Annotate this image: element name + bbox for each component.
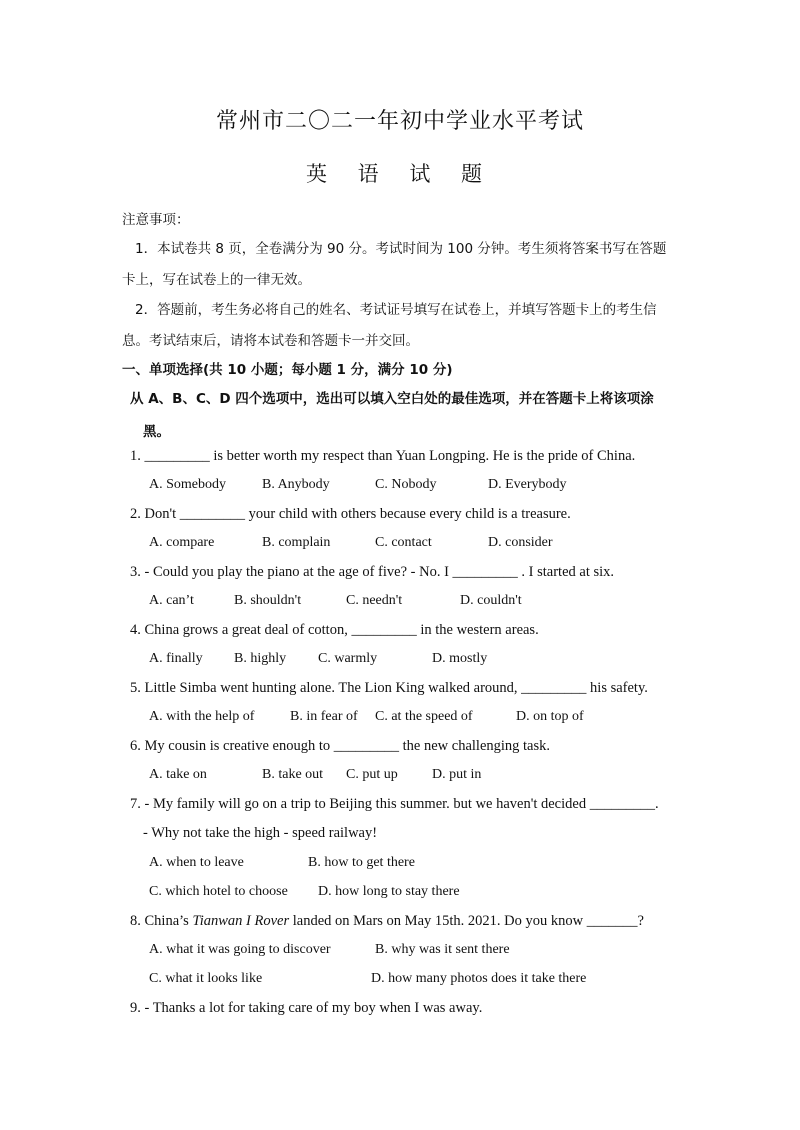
notice-item1-line2: 卡上，写在试卷上的一律无效。 [122,272,311,288]
q8-option-b: B. why was it sent there [375,942,510,957]
q8-option-a: A. what it was going to discover [149,942,331,957]
question-8-stem [130,913,644,930]
q7-option-c: C. which hotel to choose [149,884,288,899]
q4-option-a: A. finally [149,651,203,666]
q2-option-b: B. complain [262,535,331,550]
q7-option-b: B. how to get there [308,855,415,870]
q1-option-b: B. Anybody [262,477,330,492]
q3-option-d: D. couldn't [460,593,522,608]
q1-option-d: D. Everybody [488,477,567,492]
section-heading: 一、单项选择(共 10 小题；每小题 1 分，满分 10 分) [122,362,453,378]
question-7-reply: - Why not take the high - speed railway! [143,825,378,841]
question-1-stem: 1. _________ is better worth my respect than Yuan Longping. He is the pride of China. [130,448,636,464]
section-instruction-line1: 从 A、B、C、D 四个选项中，选出可以填入空白处的最佳选项，并在答题卡上将该项涂 [130,391,654,407]
exam-title: 常州市二〇二一年初中学业水平考试 [215,109,584,134]
exam-subtitle: 英 语 试 题 [305,162,495,186]
section-instruction-line2: 黑。 [143,424,170,440]
question-6-stem: 6. My cousin is creative enough to _________ the new challenging task. [130,738,551,754]
q6-option-c: C. put up [346,767,398,782]
q8-option-c: C. what it looks like [149,971,263,986]
notice-heading: 注意事项： [122,212,190,228]
question-3-stem: 3. - Could you play the piano at the age of five? - No. I _________ . I started at six. [130,564,615,580]
q8-stem-pre: 8. China’s [130,913,193,929]
q6-option-b: B. take out [262,767,324,782]
notice-item2-line1: 2．答题前，考生务必将自己的姓名、考试证号填写在试卷上，并填写答题卡上的考生信 [135,302,657,318]
notice-item2-line2: 息。考试结束后，请将本试卷和答题卡一并交回。 [122,333,419,349]
question-2-stem: 2. Don't _________ your child with others because every child is a treasure. [130,506,571,522]
q3-option-b: B. shouldn't [234,593,302,608]
q5-option-b: B. in fear of [290,709,358,724]
q3-option-a: A. can’t [149,593,194,608]
q5-option-d: D. on top of [516,709,584,724]
question-4-stem: 4. China grows a great deal of cotton, _________ in the western areas. [130,622,539,638]
q1-option-a: A. Somebody [149,477,226,492]
q8-option-d: D. how many photos does it take there [371,971,587,986]
question-9-stem: 9. - Thanks a lot for taking care of my boy when I was away. [130,1000,483,1016]
q6-option-d: D. put in [432,767,482,782]
q4-option-d: D. mostly [432,651,488,666]
notice-item1-line1: 1．本试卷共 8 页，全卷满分为 90 分。考试时间为 100 分钟。考生须将答案书写在答题 [135,241,667,257]
q2-option-a: A. compare [149,535,215,550]
q8-rover-name: Tianwan I Rover [192,913,290,929]
q3-option-c: C. needn't [346,593,403,608]
q2-option-d: D. consider [488,535,553,550]
q4-option-b: B. highly [234,651,287,666]
q5-option-c: C. at the speed of [375,709,473,724]
q7-option-d: D. how long to stay there [318,884,460,899]
question-5-stem: 5. Little Simba went hunting alone. The Lion King walked around, _________ his safety. [130,680,648,696]
q6-option-a: A. take on [149,767,207,782]
q1-option-c: C. Nobody [375,477,437,492]
q7-option-a: A. when to leave [149,855,244,870]
q5-option-a: A. with the help of [149,709,255,724]
q2-option-c: C. contact [375,535,432,550]
question-7-stem: 7. - My family will go on a trip to Beijing this summer. but we haven't decided _________. [130,796,659,812]
q8-stem-post: landed on Mars on May 15th. 2021. Do you know _______? [289,913,644,929]
q4-option-c: C. warmly [318,651,378,666]
